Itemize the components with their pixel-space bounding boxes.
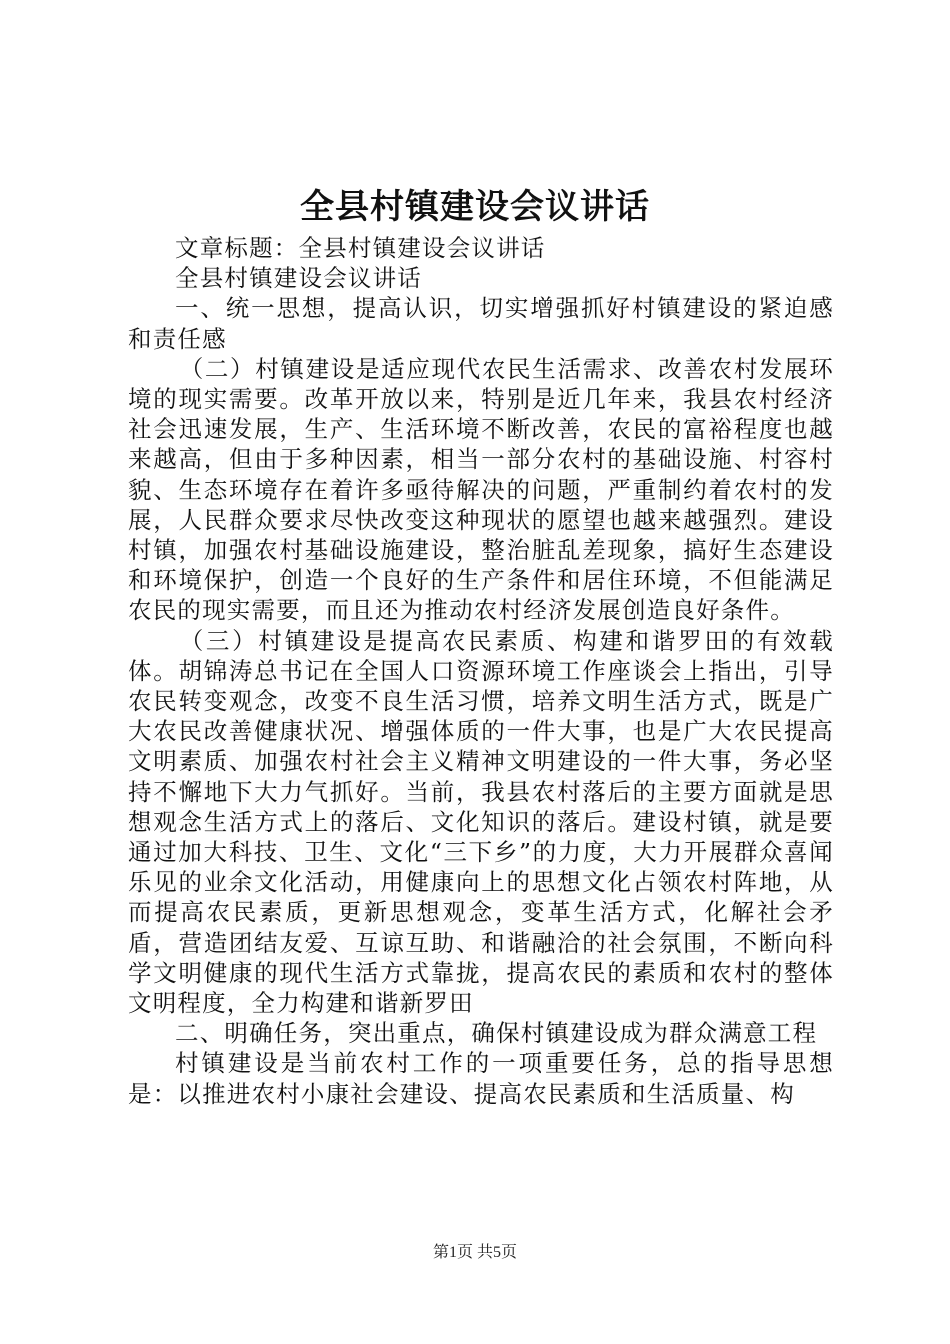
section-heading-2: 二、明确任务，突出重点，确保村镇建设成为群众满意工程 [175,1019,818,1048]
subtitle-line: 全县村镇建设会议讲话 [175,264,422,293]
paragraph-guiding-thought: 村镇建设是当前农村工作的一项重要任务，总的指导思想是：以推进农村小康社会建设、提高农民素质和生活质量、构 [128,1049,834,1108]
document-body [128,233,834,1109]
paragraph-3: （三）村镇建设是提高农民素质、构建和谐罗田的有效载体。胡锦涛总书记在全国人口资源环境工作座谈会上指出，引导农民转变观念，改变不良生活习惯，培养文明生活方式，既是广大农民改善健康状况、增强体质的一件大事，也是广大农民提高文明素质、加强农村社会主义精神文明建设的一件大事，务必坚持不懈地下大力气抓好。当前，我县农村落后的主要方面就是思想观念生活方式上的落后、文化知识的落后。建设村镇，就是要通过加大科技、卫生、文化“三下乡”的力度，大力开展群众喜闻乐见的业余文化活动，用健康向上的思想文化占领农村阵地，从而提高农民素质，更新思想观念，变革生活方式，化解社会矛盾，营造团结友爱、互谅互助、和谐融洽的社会氛围，不断向科学文明健康的现代生活方式靠拢，提高农民的素质和农村的整体文明程度，全力构建和谐新罗田 [128,626,834,1018]
article-title-line: 文章标题：全县村镇建设会议讲话 [175,234,546,262]
document-title: 全县村镇建设会议讲话 [300,187,650,227]
section-heading-1: 一、统一思想，提高认识，切实增强抓好村镇建设的紧迫感和责任感 [128,294,834,353]
page-footer: 第1页 共5页 [432,1244,517,1261]
paragraph-2: （二）村镇建设是适应现代农民生活需求、改善农村发展环境的现实需要。改革开放以来，特别是近几年来，我县农村经济社会迅速发展，生产、生活环境不断改善，农民的富裕程度也越来越高，但由于多种因素，相当一部分农村的基础设施、村容村貌、生态环境存在着许多亟待解决的问题，严重制约着农村的发展，人民群众要求尽快改变这种现状的愿望也越来越强烈。建设村镇，加强农村基础设施建设，整治脏乱差现象，搞好生态建设和环境保护，创造一个良好的生产条件和居住环境，不但能满足农民的现实需要，而且还为推动农村经济发展创造良好条件。 [128,354,834,625]
